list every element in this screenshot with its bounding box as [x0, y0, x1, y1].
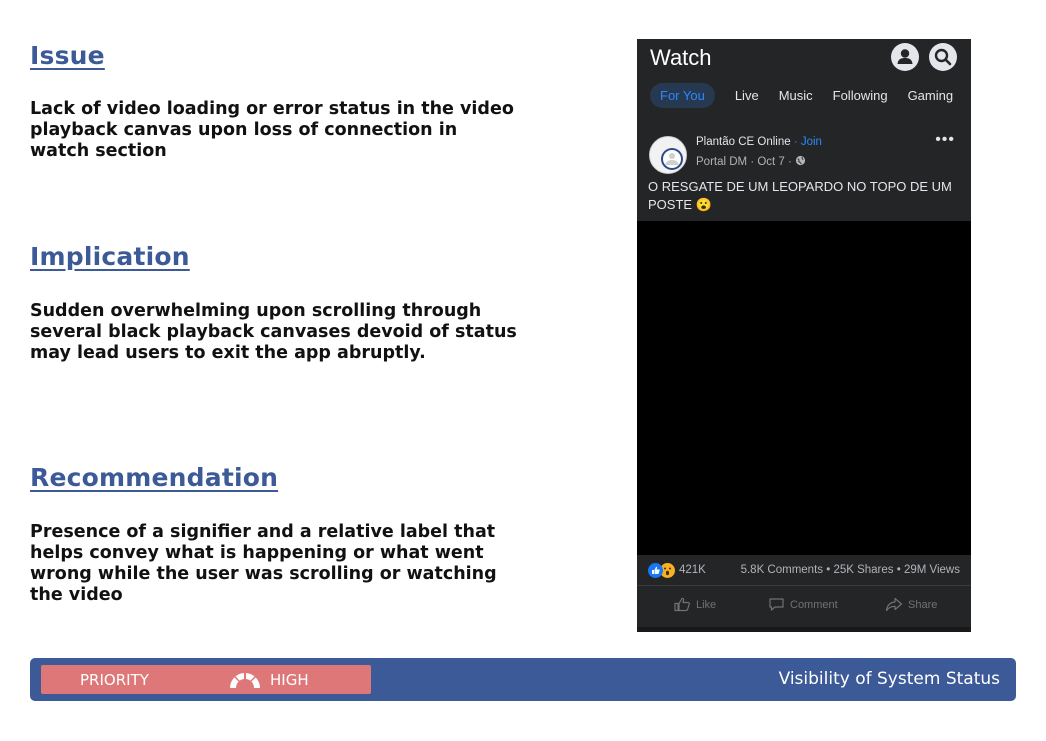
tab-for-you[interactable]: For You	[650, 83, 715, 108]
join-link[interactable]: · Join	[793, 136, 822, 148]
like-reaction-icon	[648, 563, 663, 578]
search-button[interactable]	[929, 43, 957, 71]
page-avatar[interactable]	[649, 136, 687, 174]
priority-label: PRIORITY	[80, 671, 149, 689]
implication-text: Sudden overwhelming upon scrolling through several black playback canvases devoid of status may lead users to exit the app abruptly.	[30, 301, 517, 363]
post-text: O RESGATE DE UM LEOPARDO NO TOPO DE UM POSTE 😮	[648, 179, 952, 212]
post-stats[interactable]: 5.8K Comments • 25K Shares • 29M Views	[740, 564, 960, 576]
priority-badge	[41, 665, 371, 694]
thumbs-up-icon	[674, 597, 691, 612]
implication-heading: Implication	[30, 242, 190, 271]
page-name[interactable]	[696, 136, 822, 148]
reaction-icons[interactable]	[648, 563, 675, 578]
watch-tabs	[650, 81, 971, 109]
share-arrow-icon	[885, 597, 903, 612]
post-header	[637, 121, 971, 221]
priority-value: HIGH	[270, 671, 309, 689]
post-actions	[637, 593, 971, 619]
post-meta-text: Portal DM · Oct 7 ·	[696, 156, 792, 168]
gauge-icon	[228, 672, 262, 689]
issue-text: Lack of video loading or error status in the video playback canvas upon loss of connection in watch section	[30, 99, 514, 161]
comment-label[interactable]: Comment	[790, 598, 838, 611]
like-label[interactable]: Like	[696, 598, 717, 611]
tab-following[interactable]: Following	[832, 87, 888, 103]
video-playback-canvas[interactable]	[637, 221, 971, 555]
reaction-count[interactable]: 421K	[679, 564, 706, 576]
page-name-label[interactable]: Plantão CE Online	[696, 136, 791, 148]
comment-bubble-icon	[768, 597, 785, 612]
search-icon	[929, 43, 957, 71]
person-icon	[891, 43, 919, 71]
heuristic-label: Visibility of System Status	[778, 669, 1000, 689]
share-button[interactable]	[885, 597, 937, 612]
share-label[interactable]: Share	[908, 598, 938, 611]
tab-music[interactable]: Music	[778, 87, 813, 103]
like-button[interactable]	[674, 597, 716, 612]
next-post-edge	[637, 627, 971, 632]
recommendation-heading: Recommendation	[30, 463, 279, 492]
tab-live[interactable]: Live	[734, 87, 759, 103]
avatar-icon	[650, 137, 686, 173]
comment-button[interactable]	[768, 597, 838, 612]
tab-gaming[interactable]: Gaming	[907, 87, 954, 103]
post-footer	[637, 555, 971, 632]
recommendation-text: Presence of a signifier and a relative label that helps convey what is happening or what went wrong while the user was scrolling or watching the video	[30, 522, 497, 605]
watch-header	[637, 39, 971, 121]
post-meta	[696, 155, 806, 168]
more-options-icon[interactable]: •••	[935, 131, 955, 148]
engagement-row	[637, 555, 971, 586]
globe-icon	[795, 155, 806, 166]
summary-banner	[30, 658, 1016, 701]
watch-screenshot	[637, 39, 971, 632]
issue-heading: Issue	[30, 41, 105, 70]
profile-button[interactable]	[891, 43, 919, 71]
watch-title: Watch	[650, 45, 712, 70]
